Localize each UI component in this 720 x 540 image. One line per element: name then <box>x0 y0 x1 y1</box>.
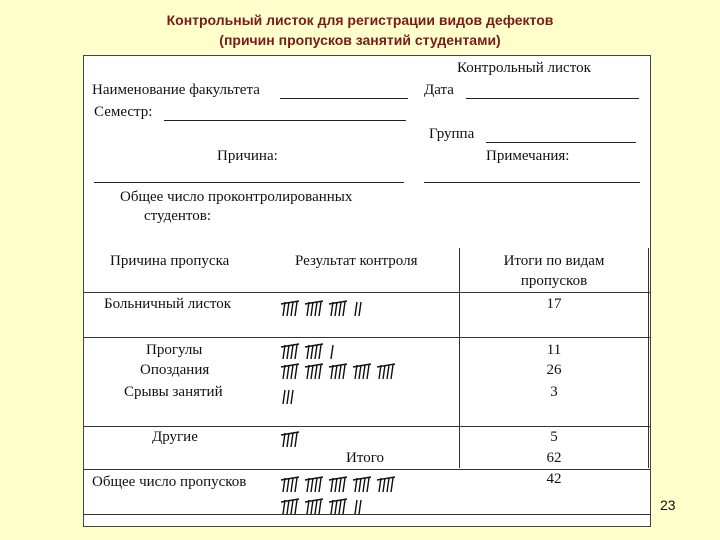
tally-stroke <box>359 365 361 379</box>
tally-stroke <box>343 302 345 316</box>
group-field-line <box>486 142 636 143</box>
group-label: Группа <box>429 126 475 142</box>
row-divider <box>84 292 650 293</box>
tally-marks-other <box>280 429 400 449</box>
tally-stroke <box>359 302 361 316</box>
tally-stroke <box>291 500 293 514</box>
tally-stroke <box>283 390 285 404</box>
tally-stroke <box>311 365 313 379</box>
tally-stroke <box>383 365 385 379</box>
tally-stroke <box>295 302 297 316</box>
tally-stroke <box>343 500 345 514</box>
tally-stroke <box>339 365 341 379</box>
tally-stroke <box>339 478 341 492</box>
row-reason-truancy: Прогулы <box>146 342 203 358</box>
tally-stroke <box>311 500 313 514</box>
reason-label: Причина: <box>217 148 278 164</box>
tally-stroke <box>359 478 361 492</box>
tally-stroke <box>335 365 337 379</box>
tally-stroke <box>315 345 317 359</box>
slide-title-line1: Контрольный листок для регистрации видов дефектов <box>166 12 554 28</box>
row-divider <box>84 469 650 470</box>
row-reason-other: Другие <box>152 429 198 445</box>
tally-stroke <box>291 478 293 492</box>
tally-stroke <box>319 345 321 359</box>
col-header-totals-1: Итоги по видам <box>503 253 605 269</box>
tally-stroke <box>287 390 289 404</box>
tally-marks-lateness <box>280 361 400 381</box>
tally-marks-disruptions <box>280 386 400 406</box>
tally-stroke <box>287 345 289 359</box>
tally-stroke <box>287 478 289 492</box>
tally-stroke <box>291 390 293 404</box>
tally-stroke <box>311 478 313 492</box>
itogo-label: Итого <box>346 450 384 466</box>
tally-stroke <box>295 345 297 359</box>
slide-title-line2: (причин пропусков занятий студентами) <box>219 32 501 48</box>
tally-marks-truancy <box>280 341 400 361</box>
tally-stroke <box>287 500 289 514</box>
tally-stroke <box>319 478 321 492</box>
total-absences-value: 42 <box>546 471 562 487</box>
col-header-totals-2: пропусков <box>520 273 588 289</box>
tally-stroke <box>291 345 293 359</box>
tally-stroke <box>287 433 289 447</box>
total-students-label-1: Общее число проконтролированных <box>120 189 353 205</box>
tally-stroke <box>387 365 389 379</box>
tally-stroke <box>287 365 289 379</box>
tally-stroke <box>311 345 313 359</box>
faculty-label: Наименование факультета <box>92 82 260 98</box>
tally-stroke <box>291 302 293 316</box>
tally-stroke <box>295 433 297 447</box>
tally-stroke <box>339 302 341 316</box>
tally-stroke <box>291 433 293 447</box>
tally-stroke <box>363 478 365 492</box>
total-absences-label: Общее число пропусков <box>92 474 247 490</box>
col-header-result: Результат контроля <box>295 253 418 269</box>
tally-stroke <box>287 302 289 316</box>
tally-stroke <box>295 365 297 379</box>
row-reason-disruptions: Срывы занятий <box>124 384 223 400</box>
semester-field-line <box>164 120 406 121</box>
tally-stroke <box>315 478 317 492</box>
notes-label: Примечания: <box>486 148 570 164</box>
tally-stroke <box>311 302 313 316</box>
row-reason-lateness: Опоздания <box>140 362 210 378</box>
checklist-form <box>83 55 651 527</box>
row-total-truancy: 11 <box>546 342 562 358</box>
tally-stroke <box>315 500 317 514</box>
row-reason-sick: Больничный листок <box>104 296 232 312</box>
tally-stroke <box>359 500 361 514</box>
tally-stroke <box>331 345 333 359</box>
tally-stroke <box>343 365 345 379</box>
tally-stroke <box>315 302 317 316</box>
tally-marks-sick <box>280 298 400 318</box>
tally-marks-total-absences <box>280 474 400 516</box>
tally-stroke <box>355 500 357 514</box>
tally-stroke <box>319 500 321 514</box>
row-total-other: 5 <box>550 429 558 445</box>
itogo-value: 62 <box>546 450 562 466</box>
tally-stroke <box>295 478 297 492</box>
tally-stroke <box>335 478 337 492</box>
tally-stroke <box>291 365 293 379</box>
notes-field-line <box>424 182 640 183</box>
tally-stroke <box>315 365 317 379</box>
row-total-sick: 17 <box>546 296 562 312</box>
tally-stroke <box>355 302 357 316</box>
date-label: Дата <box>424 82 454 98</box>
tally-stroke <box>363 365 365 379</box>
tally-stroke <box>391 478 393 492</box>
row-total-lateness: 26 <box>546 362 562 378</box>
tally-stroke <box>343 478 345 492</box>
tally-stroke <box>387 478 389 492</box>
tally-stroke <box>295 500 297 514</box>
tally-stroke <box>319 302 321 316</box>
tally-stroke <box>335 500 337 514</box>
total-students-label-2: студентов: <box>144 208 211 224</box>
semester-label: Семестр: <box>94 104 153 120</box>
reason-field-line <box>94 182 404 183</box>
col-header-reason: Причина пропуска <box>110 253 230 269</box>
tally-stroke <box>319 365 321 379</box>
tally-stroke <box>391 365 393 379</box>
tally-stroke <box>339 500 341 514</box>
row-divider <box>84 337 650 338</box>
date-field-line <box>466 98 639 99</box>
tally-stroke <box>335 302 337 316</box>
tally-stroke <box>367 365 369 379</box>
tally-stroke <box>383 478 385 492</box>
faculty-field-line <box>280 98 408 99</box>
row-divider <box>84 426 650 427</box>
row-total-disruptions: 3 <box>550 384 558 400</box>
tally-stroke <box>367 478 369 492</box>
form-header-title: Контрольный листок <box>457 60 591 76</box>
page-number: 23 <box>660 497 676 513</box>
